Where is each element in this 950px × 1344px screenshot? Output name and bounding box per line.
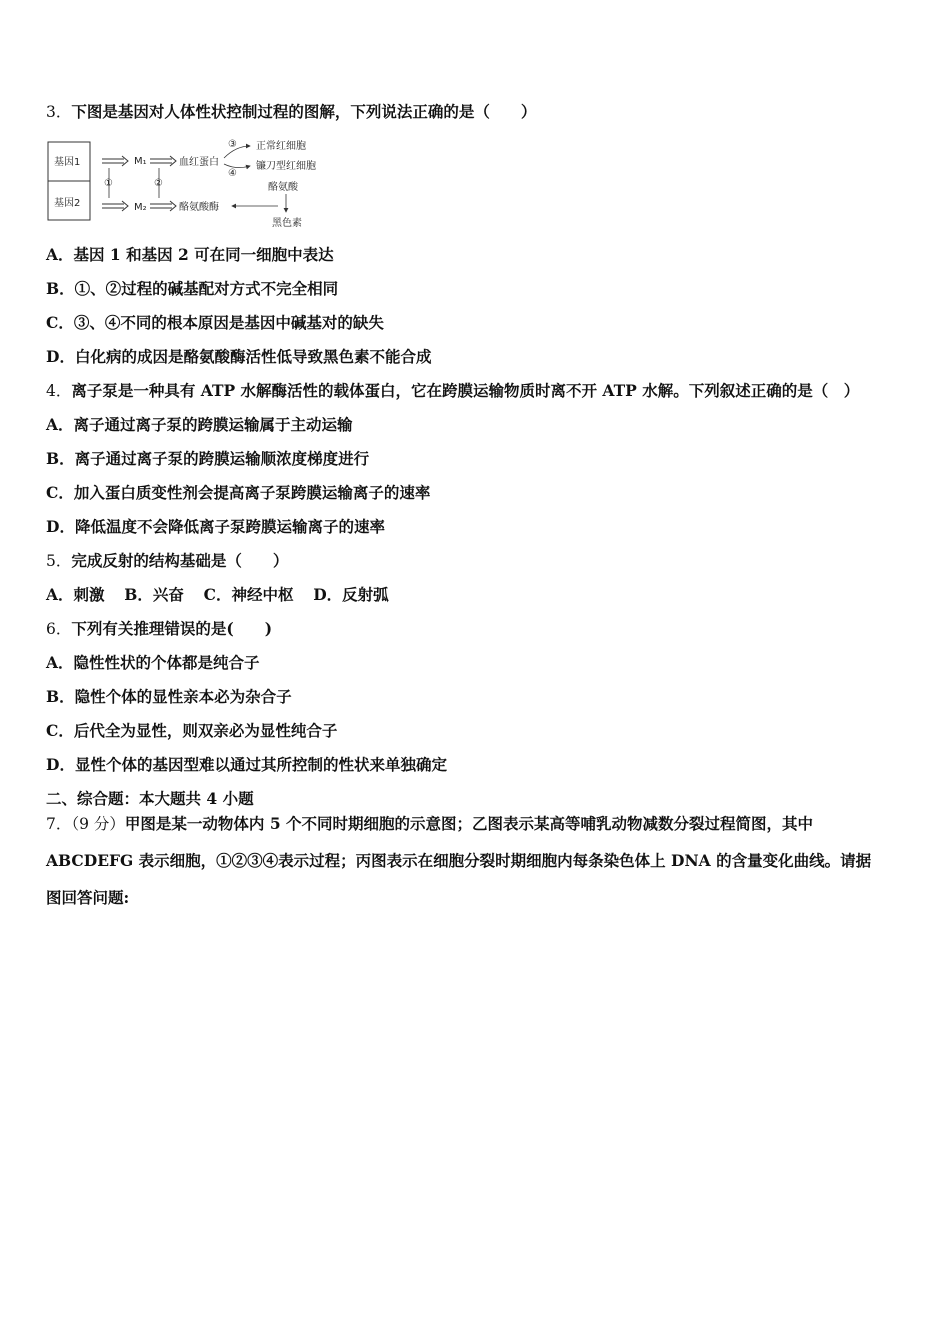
hemoglobin-label: 血红蛋白 (179, 157, 219, 168)
normal-rbc-label: 正常红细胞 (256, 141, 306, 152)
q7-score: （9 分） (71, 815, 125, 833)
q6-number: 6． (46, 620, 72, 638)
q4-option-c: C．加入蛋白质变性剂会提高离子泵跨膜运输离子的速率 (46, 483, 431, 502)
q5-option-d-letter: D． (313, 585, 343, 604)
step4-label: ④ (228, 168, 237, 179)
q5-options-row (46, 585, 389, 605)
q3-number: 3． (46, 103, 72, 121)
q4-option-a: A．离子通过离子泵的跨膜运输属于主动运输 (46, 415, 353, 434)
q3-option-a: A．基因 1 和基因 2 可在同一细胞中表达 (46, 245, 334, 264)
q4-stem-line (46, 381, 859, 401)
q6-option-a: A．隐性性状的个体都是纯合子 (46, 653, 260, 672)
q6-option-c: C．后代全为显性，则双亲必为显性纯合子 (46, 721, 338, 740)
q5-option-d: 反射弧 (342, 585, 389, 604)
q7-text-1: 甲图是某一动物体内 5 个不同时期细胞的示意图；乙图表示某高等哺乳动物减数分裂过程简图，其中 (124, 814, 814, 833)
q5-option-a: 刺激 (73, 585, 105, 604)
q4-option-d: D．降低温度不会降低离子泵跨膜运输离子的速率 (46, 517, 385, 536)
q3-option-c: C．③、④不同的根本原因是基因中碱基对的缺失 (46, 313, 384, 332)
melanin-label: 黑色素 (272, 218, 302, 229)
q5-option-c-letter: C． (203, 585, 232, 604)
m1-label: M₁ (134, 156, 147, 167)
gene1-label: 基因1 (54, 157, 81, 168)
q7-line1 (46, 814, 813, 834)
q6-option-b: B．隐性个体的显性亲本必为杂合子 (46, 687, 292, 706)
gene2-label: 基因2 (54, 198, 81, 209)
step1-label: ① (104, 178, 113, 189)
q7-number: 7． (46, 815, 72, 833)
m2-label: M₂ (134, 202, 147, 213)
q5-number: 5． (46, 552, 72, 570)
step3-label: ③ (228, 139, 237, 150)
q3-stem: 下图是基因对人体性状控制过程的图解，下列说法正确的是（ ） (71, 102, 537, 121)
tyrosine-label: 酪氨酸 (268, 182, 298, 193)
tyrosinase-label: 酪氨酸酶 (179, 202, 219, 213)
q3-option-b: B．①、②过程的碱基配对方式不完全相同 (46, 279, 339, 298)
q5-stem-line (46, 551, 288, 571)
gene-control-diagram (46, 134, 336, 230)
q6-option-d: D．显性个体的基因型难以通过其所控制的性状来单独确定 (46, 755, 447, 774)
q5-option-b-letter: B． (124, 585, 153, 604)
q7-line2: ABCDEFG 表示细胞，①②③④表示过程；丙图表示在细胞分裂时期细胞内每条染色体上 DNA 的含量变化曲线。请据 (46, 851, 872, 870)
q3-stem-line (46, 102, 536, 122)
q4-option-b: B．离子通过离子泵的跨膜运输顺浓度梯度进行 (46, 449, 370, 468)
q6-stem-line (46, 619, 272, 639)
q5-option-c: 神经中枢 (231, 585, 294, 604)
q5-stem: 完成反射的结构基础是（ ） (71, 551, 289, 570)
q5-option-a-letter: A． (46, 585, 74, 604)
q4-number: 4． (46, 382, 72, 400)
q7-line3: 图回答问题: (46, 888, 130, 907)
section2-heading: 二、综合题：本大题共 4 小题 (46, 789, 254, 808)
q4-stem: 离子泵是一种具有 ATP 水解酶活性的载体蛋白，它在跨膜运输物质时离不开 ATP 水解。下列叙述正确的是（ ） (71, 381, 860, 400)
q3-option-d: D．白化病的成因是酪氨酸酶活性低导致黑色素不能合成 (46, 347, 432, 366)
q6-stem: 下列有关推理错误的是( ) (71, 619, 273, 638)
sickle-rbc-label: 镰刀型红细胞 (256, 161, 316, 172)
q5-option-b: 兴奋 (152, 585, 184, 604)
step2-label: ② (154, 178, 163, 189)
